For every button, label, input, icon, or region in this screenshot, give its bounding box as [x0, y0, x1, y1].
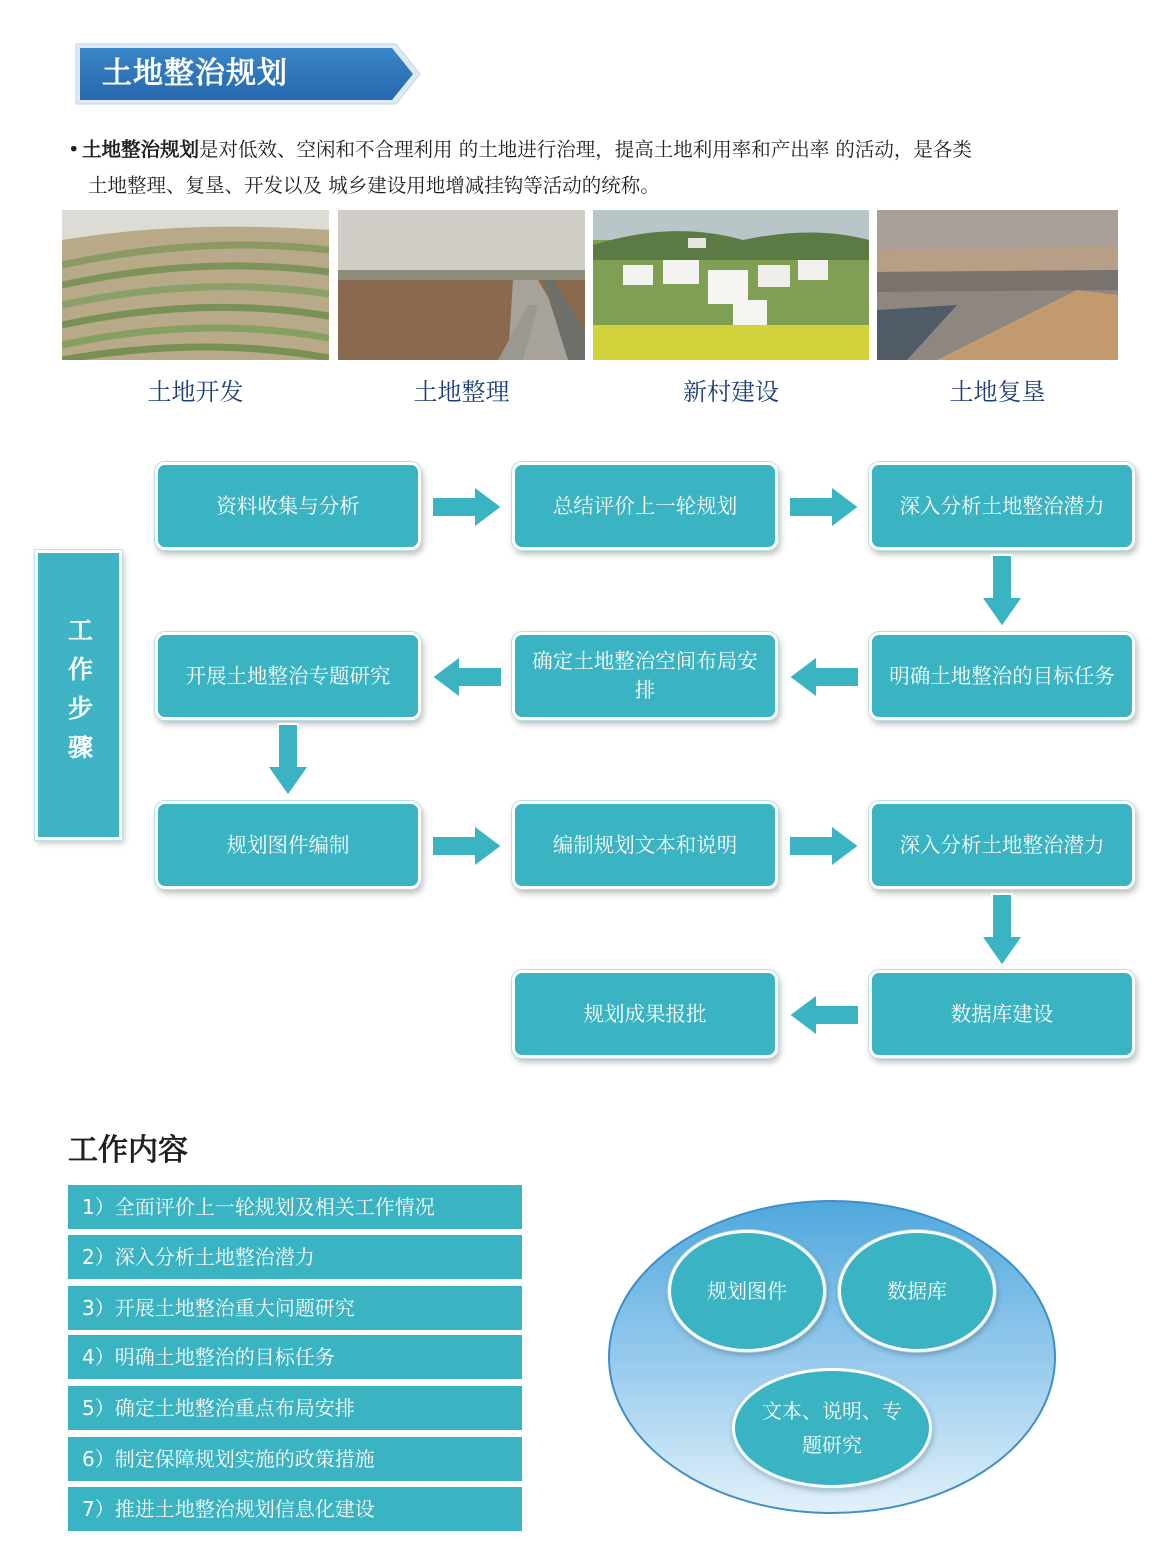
intro-paragraph — [68, 132, 1128, 204]
intro-line1: 是对低效、空闲和不合理利用 的土地进行治理，提高土地利用率和产出率 的活动，是各类 — [199, 138, 972, 161]
arrow-left-icon — [430, 654, 504, 700]
work-content-heading: 工作内容 — [68, 1133, 188, 1168]
work-content-item: 7）推进土地整治规划信息化建设 — [68, 1487, 522, 1531]
photo-land-reclamation — [877, 210, 1118, 360]
step-spatial-layout: 确定土地整治空间布局安排 — [512, 632, 778, 720]
bullet-dot: • — [68, 138, 80, 161]
page-title: 土地整治规划 — [102, 56, 288, 91]
intro-lead: 土地整治规划 — [82, 138, 200, 161]
step-analyze-potential-2: 深入分析土地整治潜力 — [869, 801, 1135, 889]
photo-land-development — [62, 210, 329, 360]
work-steps-text: 工作步骤 — [64, 617, 94, 773]
arrow-left-icon — [787, 992, 861, 1038]
caption-land-development: 土地开发 — [147, 378, 244, 406]
photo-land-consolidation — [338, 210, 585, 360]
work-content-item: 1）全面评价上一轮规划及相关工作情况 — [68, 1185, 522, 1229]
step-compile-maps: 规划图件编制 — [155, 801, 421, 889]
section-title-banner — [74, 42, 424, 106]
arrow-right-icon — [787, 823, 861, 869]
arrow-right-icon — [430, 484, 504, 530]
step-analyze-potential: 深入分析土地整治潜力 — [869, 462, 1135, 550]
step-define-targets: 明确土地整治的目标任务 — [869, 632, 1135, 720]
work-content-item: 3）开展土地整治重大问题研究 — [68, 1286, 522, 1330]
work-content-item: 6）制定保障规划实施的政策措施 — [68, 1437, 522, 1481]
caption-land-reclamation: 土地复垦 — [949, 378, 1046, 406]
step-evaluate-previous-plan: 总结评价上一轮规划 — [512, 462, 778, 550]
caption-new-village: 新村建设 — [683, 378, 779, 406]
circle-text-research: 文本、说明、专题研究 — [732, 1368, 932, 1488]
step-submit-approval: 规划成果报批 — [512, 970, 778, 1058]
step-build-database: 数据库建设 — [869, 970, 1135, 1058]
arrow-left-icon — [787, 654, 861, 700]
arrow-down-icon — [979, 553, 1025, 629]
work-steps-label — [35, 550, 122, 840]
circle-database: 数据库 — [838, 1230, 996, 1352]
arrow-right-icon — [787, 484, 861, 530]
circle-planning-maps: 规划图件 — [668, 1230, 826, 1352]
step-collect-data: 资料收集与分析 — [155, 462, 421, 550]
intro-line2: 土地整理、复垦、开发以及 城乡建设用地增减挂钩等活动的统称。 — [88, 174, 660, 197]
work-content-item: 5）确定土地整治重点布局安排 — [68, 1386, 522, 1430]
step-write-text: 编制规划文本和说明 — [512, 801, 778, 889]
work-content-item: 2）深入分析土地整治潜力 — [68, 1235, 522, 1279]
deliverables-diagram — [606, 1198, 1058, 1516]
caption-land-consolidation: 土地整理 — [413, 378, 510, 406]
arrow-down-icon — [979, 892, 1025, 968]
step-special-research: 开展土地整治专题研究 — [155, 632, 421, 720]
photo-new-village — [593, 210, 869, 360]
arrow-down-icon — [265, 722, 311, 798]
work-content-item: 4）明确土地整治的目标任务 — [68, 1335, 522, 1379]
arrow-right-icon — [430, 823, 504, 869]
